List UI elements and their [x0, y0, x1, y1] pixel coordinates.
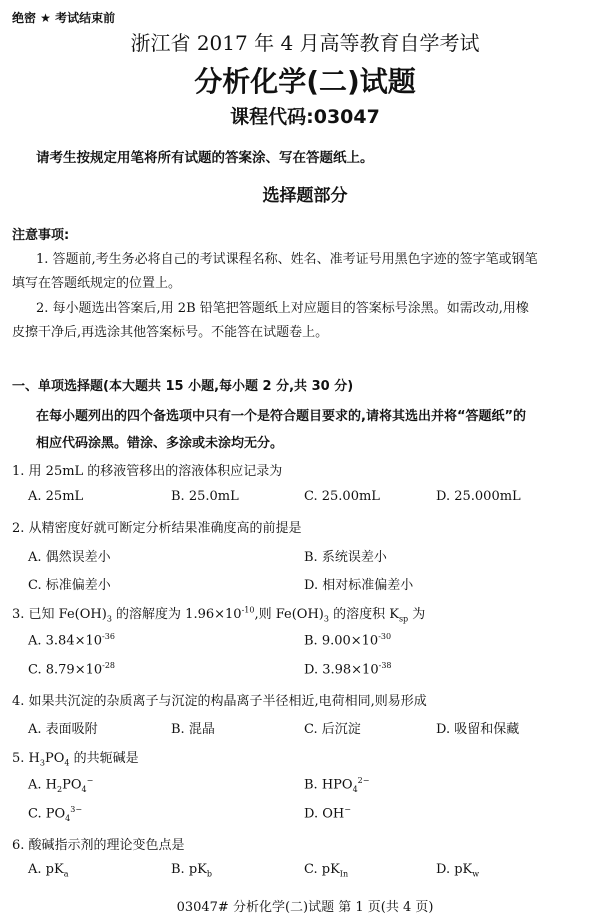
exam-name: 浙江省 2017 年 4 月高等教育自学考试: [130, 31, 480, 55]
question-4-stem: 4. 如果共沉淀的杂质离子与沉淀的构晶离子半径相近,电荷相同,则易形成: [12, 694, 427, 709]
attention-heading: 注意事项:: [12, 228, 70, 243]
q4-option-b: B. 混晶: [171, 722, 215, 737]
question-3-stem: 3. 已知 $Fe(OH)_3$ 的溶解度为 $1.96\times 10^{-10}$,则 $Fe(OH)_3$ 的溶度积 $K_{sp}$ 为: [12, 605, 426, 624]
section-instruction-line2: 相应代码涂黑。错涂、多涂或未涂均无分。: [36, 436, 284, 451]
question-5-stem: 5. $H_3PO_4$ 的共轭碱是: [12, 751, 139, 768]
attention-item2-line1: 2. 每小题选出答案后,用 2B 铅笔把答题纸上对应题目的答案标号涂黑。如需改动,用橡: [36, 301, 529, 316]
q6-option-d: D. $pK_w$: [436, 862, 480, 879]
answer-notice: 请考生按规定用笔将所有试题的答案涂、写在答题纸上。: [36, 150, 374, 166]
attention-item1-line1: 1. 答题前,考生务必将自己的考试课程名称、姓名、准考证号用黑色字迹的签字笔或钢笔: [36, 252, 538, 267]
section-heading: 一、单项选择题(本大题共 15 小题,每小题 2 分,共 30 分): [12, 379, 354, 394]
question-1-stem: 1. 用 25mL 的移液管移出的溶液体积应记录为: [12, 464, 283, 479]
page-footer: 03047# 分析化学(二)试题 第 1 页(共 4 页): [176, 900, 434, 915]
part-heading: 选择题部分: [262, 186, 348, 206]
q3-option-c: C. $8.79\times 10^{-28}$: [28, 661, 116, 678]
q5-option-b: B. $HPO_4^{2-}$: [304, 776, 370, 794]
q1-option-d: D. 25.000mL: [436, 489, 521, 504]
attention-item2-line2: 皮擦干净后,再选涂其他答案标号。不能答在试题卷上。: [12, 325, 329, 340]
question-2-stem: 2. 从精密度好就可断定分析结果准确度高的前提是: [12, 521, 302, 536]
secret-label: 绝密 ★ 考试结束前: [12, 11, 116, 25]
course-code: 课程代码:03047: [230, 106, 380, 128]
q6-option-c: C. $pK_{In}$: [304, 862, 349, 879]
q4-option-a: A. 表面吸附: [28, 722, 98, 737]
q2-option-a: A. 偶然误差小: [28, 550, 111, 565]
q5-option-a: A. $H_2PO_4^-$: [28, 776, 94, 794]
q4-option-d: D. 吸留和保藏: [436, 722, 520, 737]
q2-option-c: C. 标准偏差小: [28, 578, 111, 593]
question-6-stem: 6. 酸碱指示剂的理论变色点是: [12, 838, 185, 853]
q5-option-c: C. $PO_4^{3-}$: [28, 805, 83, 823]
page-title: 分析化学(二)试题: [194, 65, 416, 98]
q6-option-a: A. $pK_a$: [28, 862, 69, 879]
q3-option-d: D. $3.98\times 10^{-38}$: [304, 661, 392, 678]
q2-option-d: D. 相对标准偏差小: [304, 578, 414, 593]
q3-option-b: B. $9.00\times 10^{-30}$: [304, 632, 392, 649]
q1-option-c: C. 25.00mL: [304, 489, 380, 504]
q5-option-d: D. OH−: [304, 805, 351, 822]
q3-option-a: A. $3.84\times 10^{-36}$: [28, 632, 115, 649]
q4-option-c: C. 后沉淀: [304, 722, 361, 737]
q6-option-b: B. $pK_b$: [171, 862, 212, 879]
attention-item1-line2: 填写在答题纸规定的位置上。: [12, 276, 182, 291]
q1-option-b: B. 25.0mL: [171, 489, 239, 504]
q2-option-b: B. 系统误差小: [304, 550, 387, 565]
section-instruction-line1: 在每小题列出的四个备选项中只有一个是符合题目要求的,请将其选出并将“答题纸”的: [36, 409, 527, 424]
q1-option-a: A. 25mL: [28, 489, 84, 504]
